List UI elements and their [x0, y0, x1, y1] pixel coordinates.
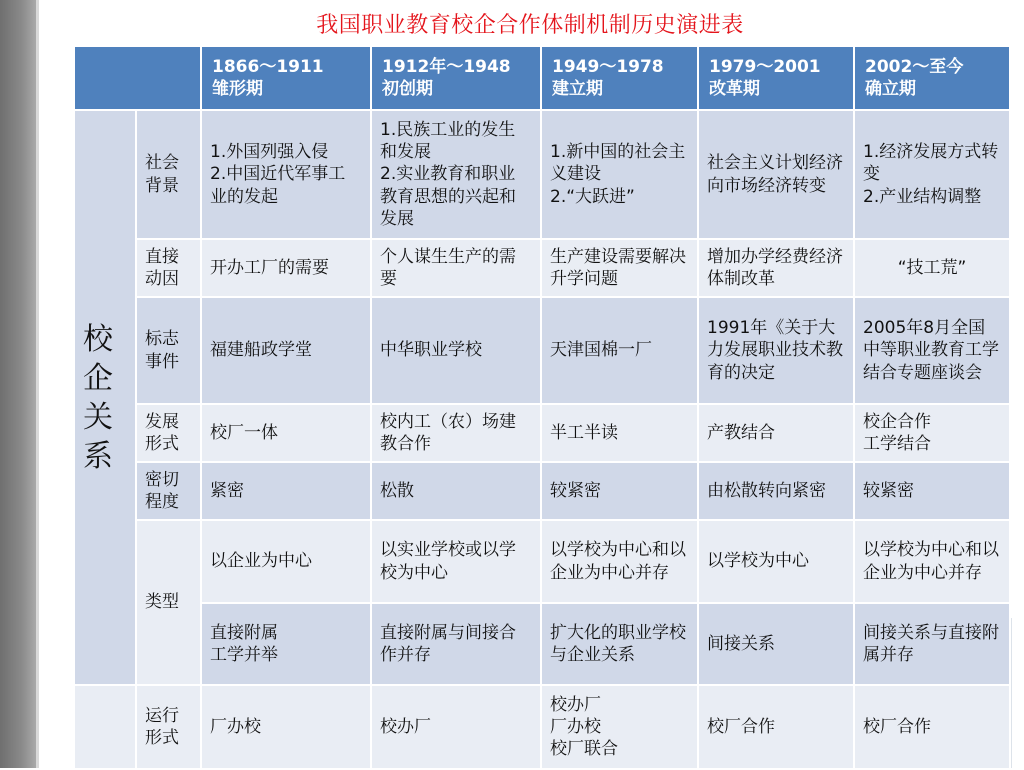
table-row — [74, 685, 1010, 769]
table-row — [74, 462, 1010, 520]
table-cell: 开办工厂的需要 — [201, 239, 371, 297]
table-row — [74, 110, 1010, 239]
page-title: 我国职业教育校企合作体制机制历史演进表 — [316, 13, 744, 38]
header-row — [74, 46, 1010, 110]
table-cell: 增加办学经费经济体制改革 — [698, 239, 854, 297]
table-row — [74, 520, 1010, 603]
header-period-2 — [371, 46, 541, 110]
table-cell: 校办厂 — [371, 685, 541, 769]
group-label: 校 企 关 系 — [83, 321, 113, 474]
table-cell: 2005年8月全国中等职业教育工学结合专题座谈会 — [854, 297, 1010, 404]
left-decorative-band — [0, 0, 36, 768]
table-cell: 1.新中国的社会主义建设 2.“大跃进” — [541, 110, 698, 239]
table-row — [74, 239, 1010, 297]
header-period-years: 1912年～1948 — [382, 56, 511, 77]
table-cell: 由松散转向紧密 — [698, 462, 854, 520]
table-cell: 校内工（农）场建教合作 — [371, 404, 541, 462]
header-period-years: 2002～至今 — [865, 56, 964, 77]
table-cell: 个人谋生生产的需要 — [371, 239, 541, 297]
row-label: 类型 — [136, 520, 201, 685]
table-cell: 以学校为中心 — [698, 520, 854, 603]
row-label: 密切程度 — [136, 462, 201, 520]
table-row — [74, 603, 1010, 685]
row-label: 社会背景 — [136, 110, 201, 239]
table-cell: 1.民族工业的发生和发展 2.实业教育和职业教育思想的兴起和发展 — [371, 110, 541, 239]
table-cell: 福建船政学堂 — [201, 297, 371, 404]
table-cell: 间接关系 — [698, 603, 854, 685]
table-row — [74, 297, 1010, 404]
table-cell: 校厂一体 — [201, 404, 371, 462]
left-band-divider — [36, 0, 39, 768]
table-cell: 校企合作 工学结合 — [854, 404, 1010, 462]
row-label: 标志事件 — [136, 297, 201, 404]
header-period-phase: 建立期 — [552, 79, 603, 99]
header-period-3 — [541, 46, 698, 110]
table-cell: 半工半读 — [541, 404, 698, 462]
table-cell: 天津国棉一厂 — [541, 297, 698, 404]
table-cell: 紧密 — [201, 462, 371, 520]
row-label: 直接动因 — [136, 239, 201, 297]
table-cell: 产教结合 — [698, 404, 854, 462]
table-cell: 1.经济发展方式转变 2.产业结构调整 — [854, 110, 1010, 239]
table-cell: 中华职业学校 — [371, 297, 541, 404]
table-cell: 校厂合作 — [854, 685, 1010, 769]
table-cell: 生产建设需要解决升学问题 — [541, 239, 698, 297]
table-cell: 以学校为中心和以企业为中心并存 — [854, 520, 1010, 603]
table-cell: 直接附属与间接合作并存 — [371, 603, 541, 685]
header-period-phase: 确立期 — [865, 79, 916, 99]
table-cell: 1.外国列强入侵 2.中国近代军事工业的发起 — [201, 110, 371, 239]
header-period-phase: 改革期 — [709, 79, 760, 99]
table-cell: 以实业学校或以学校为中心 — [371, 520, 541, 603]
table-cell: 间接关系与直接附属并存 — [854, 603, 1010, 685]
table-cell: 直接附属 工学并举 — [201, 603, 371, 685]
table-cell: 较紧密 — [541, 462, 698, 520]
header-period-phase: 初创期 — [382, 79, 433, 99]
group-label-empty-cell — [74, 685, 136, 769]
table-cell: 较紧密 — [854, 462, 1010, 520]
row-label: 运行形式 — [136, 685, 201, 769]
header-period-years: 1949～1978 — [552, 56, 664, 77]
table-cell: 校办厂 厂办校 校厂联合 — [541, 685, 698, 769]
table-row — [74, 404, 1010, 462]
header-period-years: 1979～2001 — [709, 56, 821, 77]
header-period-5 — [854, 46, 1010, 110]
header-period-1 — [201, 46, 371, 110]
table-cell: 厂办校 — [201, 685, 371, 769]
table-cell: 以学校为中心和以企业为中心并存 — [541, 520, 698, 603]
history-table — [73, 45, 1011, 770]
header-period-4 — [698, 46, 854, 110]
header-period-phase: 雏形期 — [212, 79, 263, 99]
table-cell: 校厂合作 — [698, 685, 854, 769]
header-period-years: 1866～1911 — [212, 56, 324, 77]
header-blank-cell — [74, 46, 201, 110]
table-cell: 扩大化的职业学校与企业关系 — [541, 603, 698, 685]
table-cell: 1991年《关于大力发展职业技术教育的决定 — [698, 297, 854, 404]
group-label-cell — [74, 110, 136, 685]
table-cell: “技工荒” — [854, 239, 1010, 297]
table-cell: 以企业为中心 — [201, 520, 371, 603]
row-label: 发展形式 — [136, 404, 201, 462]
table-cell: 社会主义计划经济向市场经济转变 — [698, 110, 854, 239]
table-cell: 松散 — [371, 462, 541, 520]
